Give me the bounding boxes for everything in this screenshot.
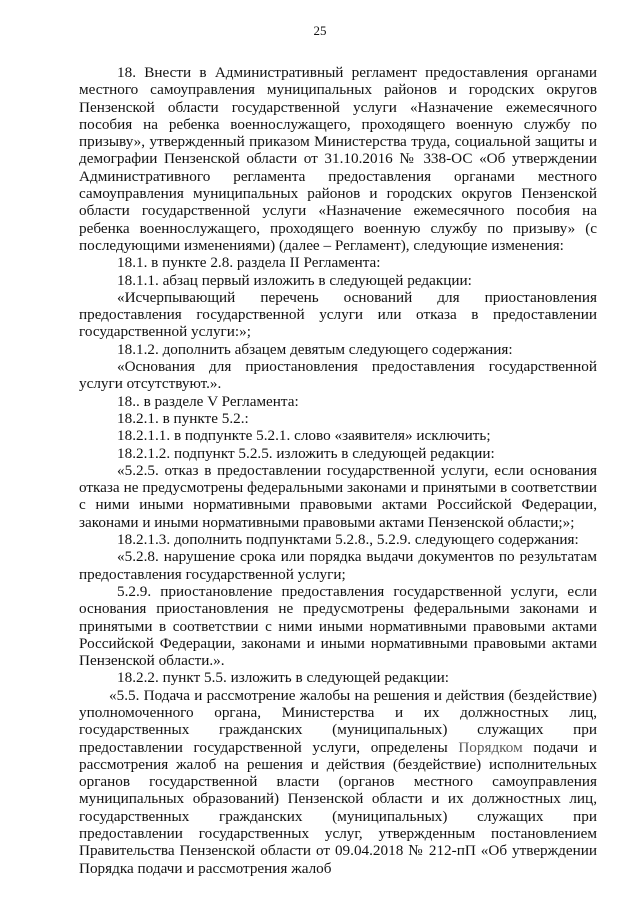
paragraph-18-2-1: 18.2.1. в пункте 5.2.:: [117, 409, 249, 427]
quote-5-5-text-end: подачи и рассмотрения жалоб на решения и действия (бездействие) исполнительных органов государственной власти (органов местного самоуправления муниципальных образований) Пензенской области и их должностных лиц, государственных гражданских (муниципальных) служащих при предоставлении государственных услуг, утвержденным постановлением Правительства Пензенской области от 09.04.2018 № 212-пП «Об утверждении Порядка подачи и рассмотрения жалоб: [79, 738, 597, 877]
paragraph-18-2: 18.. в разделе V Регламента:: [117, 392, 299, 410]
paragraph-18-2-2: 18.2.2. пункт 5.5. изложить в следующей редакции:: [117, 669, 449, 687]
paragraph-18: 18. Внести в Административный регламент предоставления органами местного самоуправления муниципальных районов и городских округов Пензенской области государственной услуги «Назначение ежемесячного пособия на ребенка военнослужащего, проходящего военную службу по призыву», утвержденный приказом Министерства труда, социальной защиты и демографии Пензенской области от 31.10.2016 № 338-ОС «Об утверждении Административного регламента предоставления органами местного самоуправления муниципальных районов и городских округов Пензенской области государственной услуги «Назначение ежемесячного пособия на ребенка военнослужащего, проходящего военную службу по призыву» (с последующими изменениями) (далее – Регламент), следующие изменения:: [79, 64, 597, 254]
procedure-link[interactable]: Порядком: [458, 738, 523, 756]
paragraph-18-2-1-3: 18.2.1.3. дополнить подпунктами 5.2.8., 5.2.9. следующего содержания:: [117, 531, 579, 549]
paragraph-18-1-1: 18.1.1. абзац первый изложить в следующей редакции:: [117, 271, 472, 289]
paragraph-18-1-2: 18.1.2. дополнить абзацем девятым следующего содержания:: [117, 340, 513, 358]
paragraph-18-1: 18.1. в пункте 2.8. раздела II Регламента:: [117, 254, 381, 272]
paragraph-18-2-1-1: 18.2.1.1. в подпункте 5.2.1. слово «заявителя» исключить;: [117, 427, 491, 445]
document-body: [79, 64, 597, 877]
quote-5-2-8: «5.2.8. нарушение срока или порядка выдачи документов по результатам предоставления государственной услуги;: [79, 548, 597, 583]
quote-exhaustive-list: «Исчерпывающий перечень оснований для приостановления предоставления государственной услуги или отказа в предоставлении государственной услуги:»;: [79, 288, 597, 341]
quote-5-5: [79, 687, 597, 877]
quote-5-2-9: 5.2.9. приостановление предоставления государственной услуги, если основания приостановления не предусмотрены федеральными законами и принятыми в соответствии с ними иными нормативными правовыми актами Российской Федерации, законами и иными нормативными правовыми актами Пензенской области.».: [79, 582, 597, 670]
paragraph-18-2-1-2: 18.2.1.2. подпункт 5.2.5. изложить в следующей редакции:: [117, 444, 495, 462]
page-number: 25: [313, 23, 327, 38]
quote-5-5-text-start: «5.5. Подача и рассмотрение жалобы на решения и действия (бездействие) уполномоченного органа, Министерства и их должностных лиц, государственных гражданских (муниципальных) служащих при предоставлении государственной услуги, определены: [79, 686, 597, 756]
quote-no-grounds: «Основания для приостановления предоставления государственной услуги отсутствуют.».: [79, 358, 597, 393]
quote-5-2-5: «5.2.5. отказ в предоставлении государственной услуги, если основания отказа не предусмотрены федеральными законами и принятыми в соответствии с ними иными нормативными правовыми актами Российской Федерации, законами и иными нормативными правовыми актами Пензенской области;»;: [79, 461, 597, 531]
